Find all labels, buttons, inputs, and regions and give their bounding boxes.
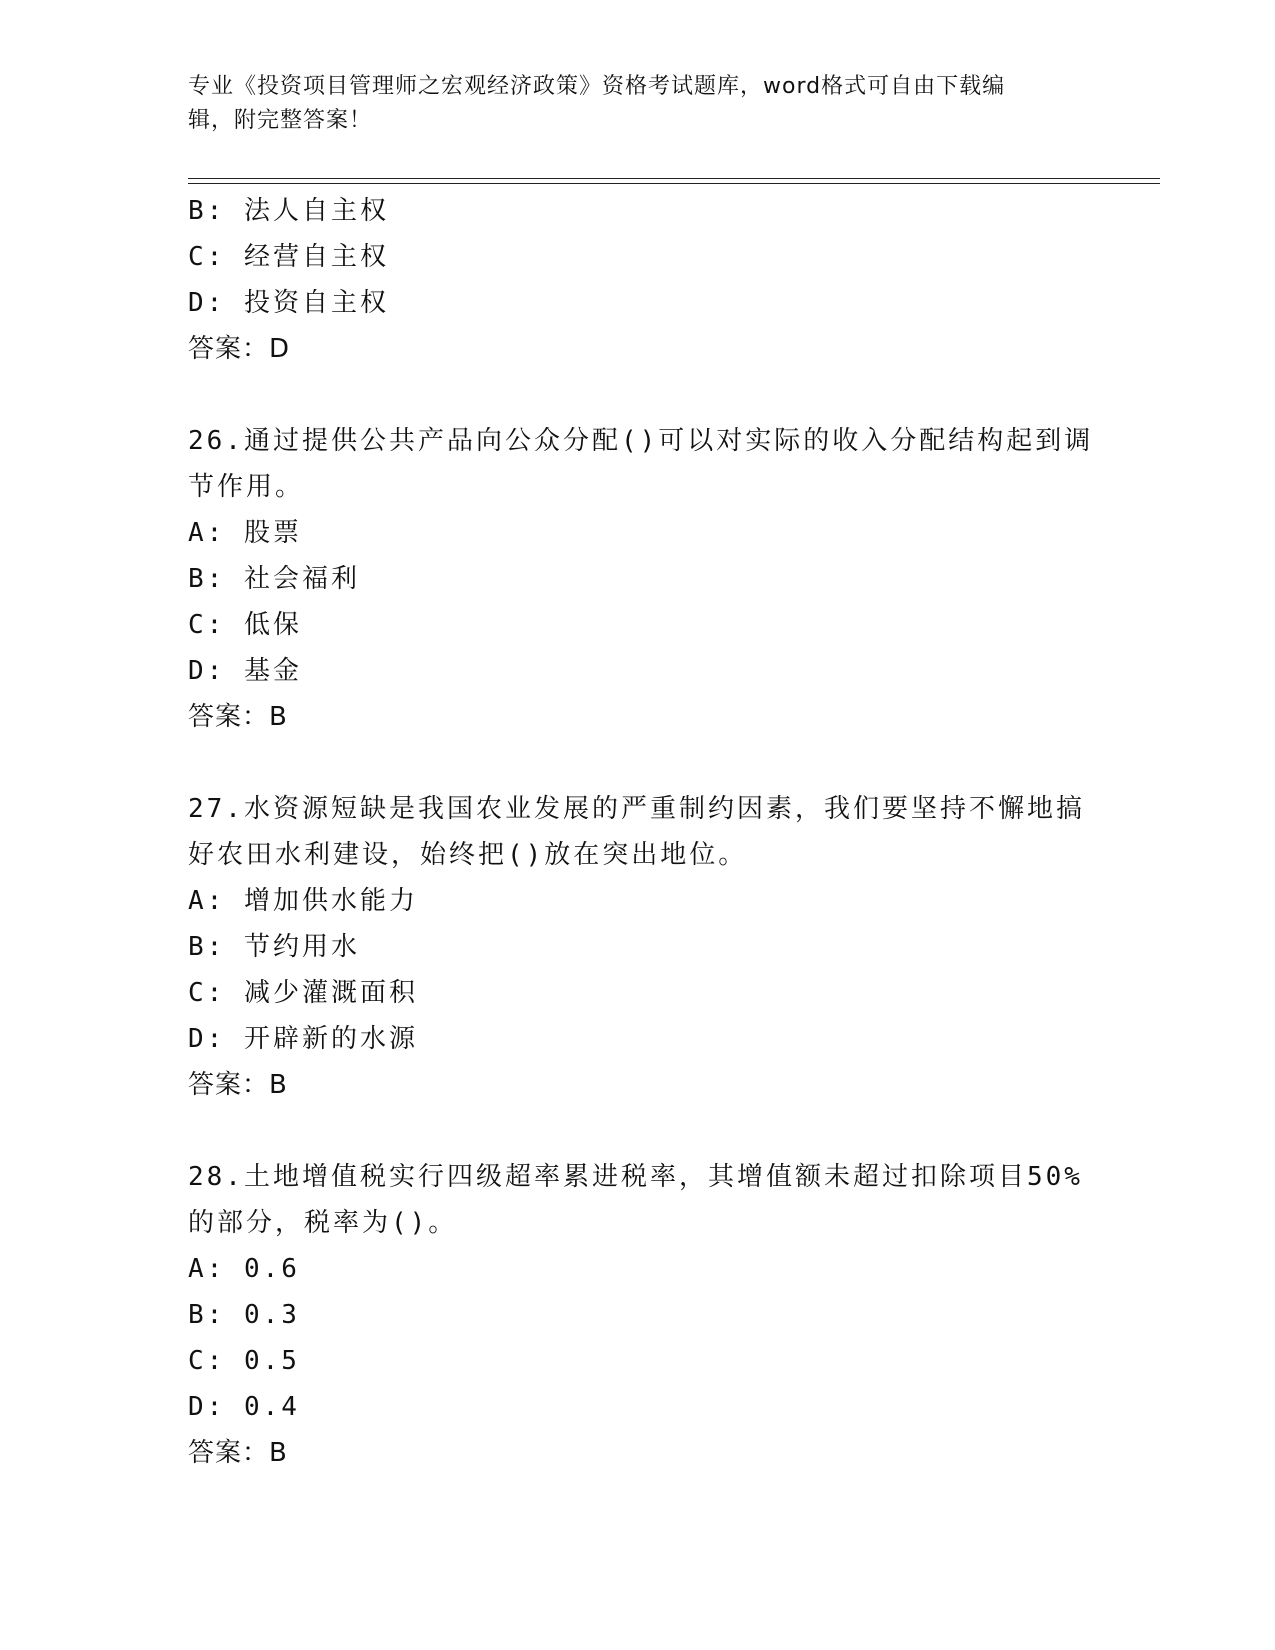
option-c: C: 经营自主权 bbox=[188, 242, 389, 272]
option-b: B: 0.3 bbox=[188, 1300, 300, 1330]
option-a: A: 增加供水能力 bbox=[188, 886, 418, 916]
option-a: A: 股票 bbox=[188, 518, 302, 548]
option-b: B: 法人自主权 bbox=[188, 196, 389, 226]
answer: 答案：B bbox=[188, 1438, 288, 1468]
question-28 bbox=[188, 1154, 1088, 1476]
question-text-line: 好农田水利建设，始终把()放在突出地位。 bbox=[188, 840, 748, 870]
option-d: D: 投资自主权 bbox=[188, 288, 389, 318]
option-b: B: 社会福利 bbox=[188, 564, 360, 594]
option-d: D: 基金 bbox=[188, 656, 302, 686]
option-a: A: 0.6 bbox=[188, 1254, 300, 1284]
option-c: C: 低保 bbox=[188, 610, 302, 640]
question-text-line: 节作用。 bbox=[188, 472, 305, 502]
question-25-tail bbox=[188, 188, 1088, 372]
header-line-2: 辑，附完整答案！ bbox=[188, 108, 373, 133]
question-list bbox=[188, 188, 1094, 1476]
question-text-line: 27.水资源短缺是我国农业发展的严重制约因素，我们要坚持不懈地搞 bbox=[188, 794, 1085, 824]
header-line-1: 专业《投资项目管理师之宏观经济政策》资格考试题库，word格式可自由下载编 bbox=[188, 74, 1006, 99]
header-divider bbox=[188, 178, 1160, 184]
answer: 答案：B bbox=[188, 1070, 288, 1100]
question-27 bbox=[188, 786, 1088, 1108]
answer: 答案：D bbox=[188, 334, 291, 364]
option-c: C: 0.5 bbox=[188, 1346, 300, 1376]
question-text-line: 的部分，税率为()。 bbox=[188, 1208, 458, 1238]
option-d: D: 开辟新的水源 bbox=[188, 1024, 418, 1054]
question-text-line: 26.通过提供公共产品向公众分配()可以对实际的收入分配结构起到调 bbox=[188, 426, 1094, 456]
question-26 bbox=[188, 418, 1094, 740]
answer: 答案：B bbox=[188, 702, 288, 732]
question-text-line: 28.土地增值税实行四级超率累进税率，其增值额未超过扣除项目50% bbox=[188, 1162, 1083, 1192]
option-d: D: 0.4 bbox=[188, 1392, 300, 1422]
option-b: B: 节约用水 bbox=[188, 932, 360, 962]
option-c: C: 减少灌溉面积 bbox=[188, 978, 418, 1008]
document-header bbox=[188, 70, 1088, 138]
